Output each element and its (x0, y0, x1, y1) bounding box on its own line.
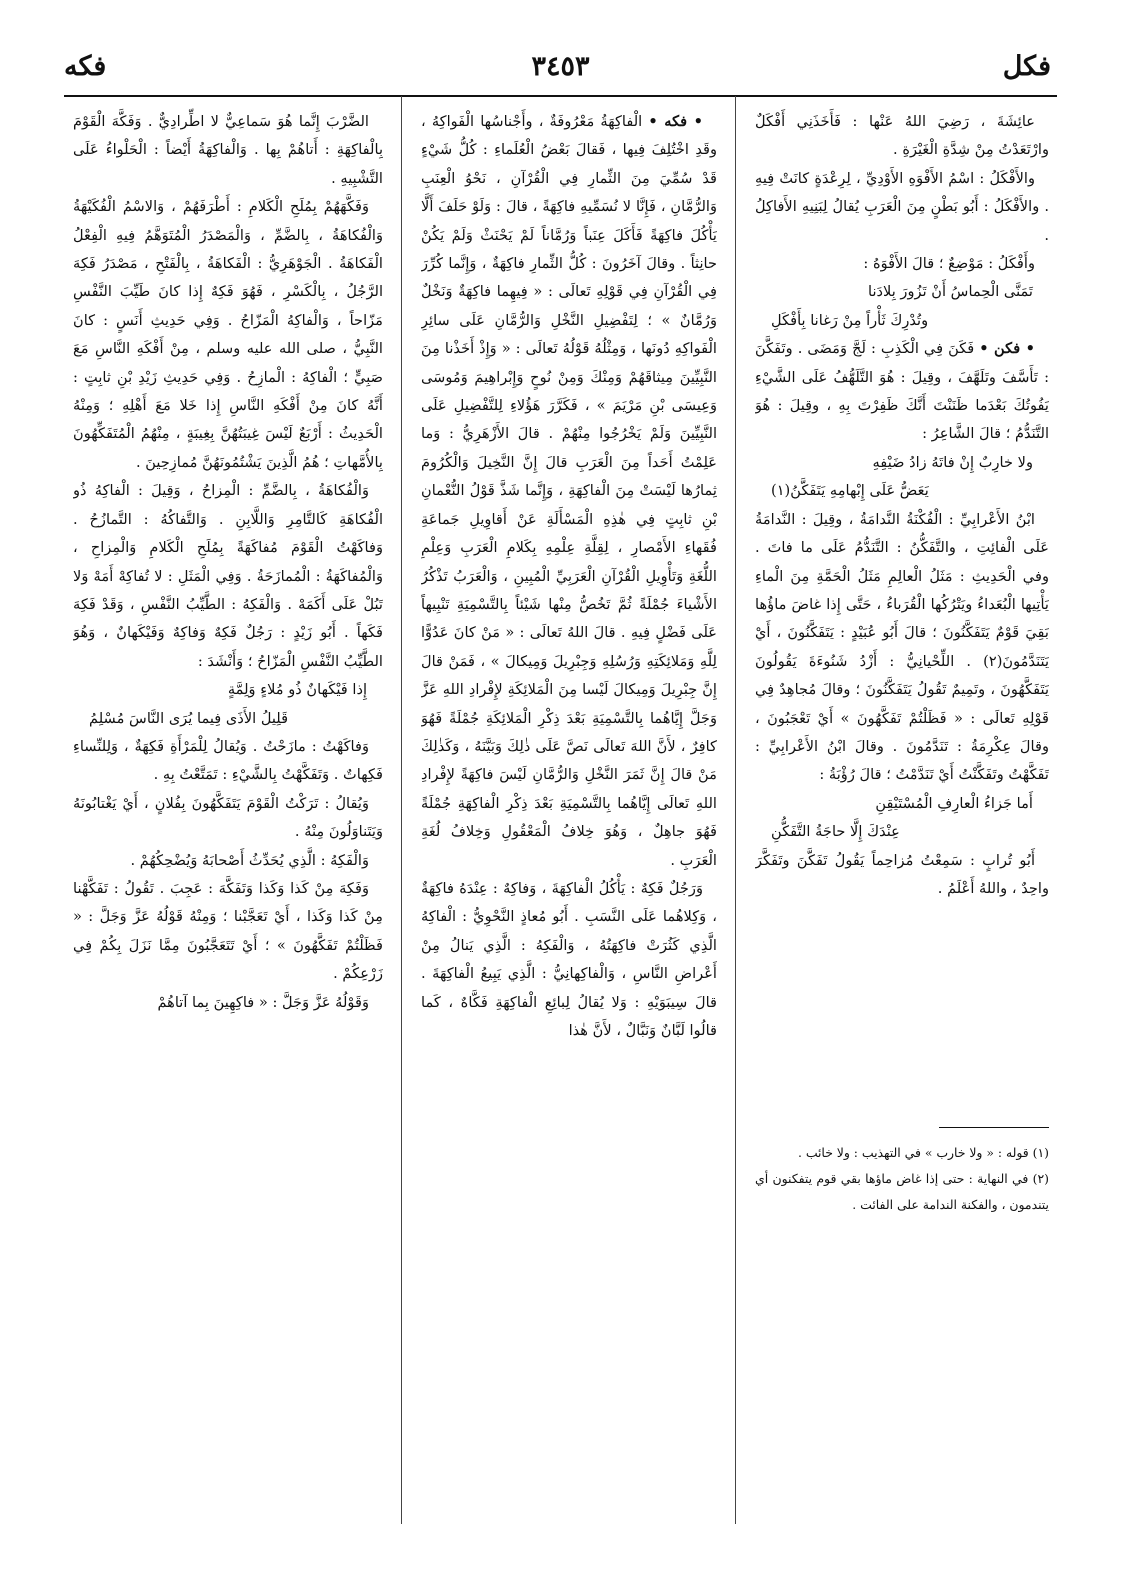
entry-text: ابْنُ الأَعْرابِيِّ : الْفُكْنَةُ النَّدامَةُ ، وقِيلَ : النَّدامَةُ عَلَى الْفائِتِ ، والتَّفَكُّنُ : التَّنَدُّمُ عَلَى ما فاتَ . وفي الْحَدِيثِ : مَثَلُ الْعالِمِ مَثَلُ الْحَمَّةِ مِنَ الْماءِ يَأْتِيها الْبُعَداءُ ويَتْرُكُها الْقُرَباءُ ، حَتَّى إِذا غاضَ ماؤُها بَقِيَ قَوْمٌ يَتَفَكَّنُونَ ؛ قالَ أَبُو عُبَيْدٍ : يَتَفَكَّنُونَ ، أَيْ يَتَنَدَّمُونَ(٢) . اللِّحْيانِيُّ : أَزْدُ شَنُوءَةَ يَقُولُونَ يَتَفَكَّهُونَ ، وتَمِيمٌ تَقُولُ يَتَفَكَّنُونَ ؛ وقالَ مُجاهِدٌ فِي قَوْلِهِ تَعالَى : « فَظَلْتُمْ تَفَكَّهُونَ » أَيْ تَعْجَبُونَ ، وقالَ عِكْرِمَةُ : تَنَدَّمُونَ . وقالَ ابْنُ الأَعْرابِيِّ : تَفَكَّهْتُ وتَفَكَّنْتُ أَيْ تَنَدَّمْتُ ؛ قالَ رُؤْبَةُ : (755, 510, 1049, 784)
entry-paragraph (755, 335, 1049, 449)
entry-text: والأَفْكَلُ : اسْمُ الأَفْوَهِ الأَوْدِيِّ ، لِرِعْدَةٍ كانَتْ فِيهِ . والأَفْكَلُ : أَبُو بَطْنٍ مِنَ الْعَرَبِ يُقالُ لِبَنِيهِ الأَفاكِلُ . (755, 169, 1049, 244)
entry-text: الْفاكِهَةُ مَعْرُوفَةٌ ، وأَجْناسُها الْفَواكِهُ ، وقَدِ اخْتُلِفَ فِيها ، فَقالَ بَعْضُ الْعُلَماءِ : كُلُّ شَيْءٍ قَدْ سُمِّيَ مِنَ الثِّمارِ فِي الْقُرْآنِ ، نَحْوُ الْعِنَبِ وَالرُّمَّانِ ، فَإِنَّا لا نُسَمِّيهِ فاكِهَةً ، قالَ : وَلَوْ حَلَفَ أَلَّا يَأْكُلَ فاكِهَةً فَأَكَلَ عِنَباً وَرُمَّاناً لَمْ يَحْنَثْ وَلَمْ يَكُنْ حانِثاً . وقالَ آخَرُونَ : كُلُّ الثِّمارِ فاكِهَةٌ ، وَإِنَّما كُرِّرَ فِي الْقُرْآنِ فِي قَوْلِهِ تَعالَى : « فِيهِما فاكِهَةٌ وَنَخْلٌ وَرُمَّانٌ » ؛ لِتَفْضِيلِ النَّخْلِ وَالرُّمَّانِ عَلَى سائِرِ الْفَواكِهِ دُونَها ، وَمِثْلُهُ قَوْلُهُ تَعالَى : « وَإِذْ أَخَذْنا مِنَ النَّبِيِّينَ مِيثاقَهُمْ وَمِنْكَ وَمِنْ نُوحٍ وَإِبْراهِيمَ وَمُوسَى وَعِيسَى بْنِ مَرْيَمَ » ، فَكَرَّرَ هَؤُلاءِ لِلتَّفْضِيلِ عَلَى النَّبِيِّينَ وَلَمْ يَخْرُجُوا مِنْهُمْ . قالَ الأَزْهَرِيُّ : وَما عَلِمْتُ أَحَداً مِنَ الْعَرَبِ قالَ إِنَّ النَّخِيلَ وَالْكُرُومَ ثِمارُها لَيْسَتْ مِنَ الْفاكِهَةِ ، وَإِنَّما شَذَّ قَوْلُ النُّعْمانِ بْنِ ثابِتٍ فِي هٰذِهِ الْمَسْأَلَةِ عَنْ أَقاوِيلِ جَماعَةِ فُقَهاءِ الأَمْصارِ ، لِقِلَّةِ عِلْمِهِ بِكَلامِ الْعَرَبِ وَعِلْمِ اللُّغَةِ وَتَأْوِيلِ الْقُرْآنِ الْعَرَبِيِّ الْمُبِينِ ، وَالْعَرَبُ تَذْكُرُ الأَشْياءَ جُمْلَةً ثُمَّ تَخُصُّ مِنْها شَيْئاً بِالتَّسْمِيَةِ تَنْبِيهاً عَلَى فَضْلٍ فِيهِ . قالَ اللهُ تَعالَى : « مَنْ كانَ عَدُوًّا لِلَّهِ وَمَلائِكَتِهِ وَرُسُلِهِ وَجِبْرِيلَ وَمِيكالَ » ، فَمَنْ قالَ إِنَّ جِبْرِيلَ وَمِيكالَ لَيْسا مِنَ الْمَلائِكَةِ لإِفْرادِ اللهِ عَزَّ وَجَلَّ إِيَّاهُما بِالتَّسْمِيَةِ بَعْدَ ذِكْرِ الْمَلائِكَةِ جُمْلَةً فَهُوَ كافِرٌ ، لأَنَّ اللهَ تَعالَى نَصَّ عَلَى ذٰلِكَ وَبَيَّنَهُ ، وَكَذٰلِكَ مَنْ قالَ إِنَّ ثَمَرَ النَّخْلِ وَالرُّمَّانِ لَيْسَ فاكِهَةً لإِفْرادِ اللهِ تَعالَى إِيَّاهُما بِالتَّسْمِيَةِ بَعْدَ ذِكْرِ الْفاكِهَةِ جُمْلَةً فَهُوَ جاهِلٌ ، وَهُوَ خِلافُ الْمَعْقُولِ وَخِلافُ لُغَةِ الْعَرَبِ . (421, 113, 717, 869)
entry-paragraph (421, 875, 717, 1045)
entry-paragraph (73, 989, 383, 1017)
column-right (755, 108, 1049, 1108)
entry-paragraph (73, 790, 383, 847)
entry-text: الضَّرْبَ إِنَّما هُوَ سَماعِيٌّ لا اطِّرادِيٌّ . وَفَكَّهَ الْقَوْمَ بِالْفاكِهَةِ : أَتاهُمْ بِها . وَالْفاكِهَةُ أَيْضاً : الْحَلْواءُ عَلَى التَّشْبِيهِ . (73, 113, 383, 187)
page-number: ٣٤٥٣ (531, 51, 590, 82)
verse-line (755, 307, 1049, 335)
entry-paragraph (421, 108, 717, 875)
entry-paragraph (73, 847, 383, 875)
entry-paragraph (73, 875, 383, 989)
entry-text: وَرَجُلٌ فَكِهٌ : يَأْكُلُ الْفاكِهَةَ ، وَفاكِهٌ : عِنْدَهُ فاكِهَةٌ ، وَكِلاهُما عَلَى النَّسَبِ . أَبُو مُعاذٍ النَّحْوِيُّ : الْفاكِهُ الَّذِي كَثُرَتْ فاكِهَتُهُ ، وَالْفَكِهُ : الَّذِي يَنالُ مِنْ أَعْراضِ النَّاسِ ، وَالْفاكِهانِيُّ : الَّذِي يَبِيعُ الْفاكِهَةَ . قالَ سِيبَوَيْهِ : وَلا يُقالُ لِبائِعِ الْفاكِهَةِ فَكَّاهٌ ، كَما قالُوا لَبَّانٌ وَنَبَّالٌ ، لأَنَّ هٰذا (421, 879, 717, 1039)
verse-line (73, 676, 383, 704)
entry-text: أَما جَزاءُ الْعارِفِ الْمُسْتَيْقِنِ (875, 794, 1033, 812)
entry-paragraph (755, 847, 1049, 904)
headword: • فكن • (979, 340, 1035, 358)
entry-text: أَبُو تُرابٍ : سَمِعْتُ مُزاحِماً يَقُولُ تَفَكَّنَ وتَفَكَّرَ واحِدٌ ، واللهُ أَعْلَمُ . (755, 851, 1049, 897)
entry-text: يَعَضُّ عَلَى إِبْهامِهِ يَتَفَكَّنُ(١) (771, 482, 929, 500)
entry-text: تَمَنَّى الْحِماسُ أَنْ تَزُورَ بِلادَنا (868, 283, 1033, 301)
entry-text: عائِشَةَ ، رَضِيَ اللهُ عَنْها : فَأَخَذَنِي أَفْكَلٌ وارْتَعَدْتُ مِنْ شِدَّةِ الْغَيْرَةِ . (755, 113, 1049, 159)
entry-paragraph (755, 506, 1049, 790)
entry-text: وَفَكِهَ مِنْ كَذا وَكَذا وَتَفَكَّهَ : عَجِبَ . تَقُولُ : تَفَكَّهْنا مِنْ كَذا وَكَذا ، أَيْ تَعَجَّبْنا ؛ وَمِنْهُ قَوْلُهُ عَزَّ وَجَلَّ : « فَظَلْتُمْ تَفَكَّهُونَ » ؛ أَيْ تَتَعَجَّبُونَ مِمَّا نَزَلَ بِكُمْ فِي زَرْعِكُمْ . (73, 879, 383, 983)
column-middle (421, 108, 717, 1548)
entry-text: وَفَكَّهَهُمْ بِمُلَحِ الْكَلامِ : أَطْرَفَهُمْ ، وَالاسْمُ الْفُكَيْهَةُ وَالْفُكاهَةُ ، بِالضَّمِّ ، وَالْمَصْدَرُ الْمُتَوَهَّمُ فِيهِ الْفِعْلُ الْفَكاهَةُ . الْجَوْهَرِيُّ : الْفَكاهَةُ ، بِالْفَتْحِ ، مَصْدَرُ فَكِهَ الرَّجُلُ ، بِالْكَسْرِ ، فَهُوَ فَكِهٌ إِذا كانَ طَيِّبَ النَّفْسِ مَزّاحاً ، وَالْفاكِهُ الْمَزّاحُ . وَفِي حَدِيثِ أَنَسٍ : كانَ النَّبِيُّ ، صلى الله عليه وسلم ، مِنْ أَفْكَهِ النَّاسِ مَعَ صَبِيٍّ ؛ الْفاكِهُ : الْمازِحُ . وَفِي حَدِيثِ زَيْدِ بْنِ ثابِتٍ : أَنَّهُ كانَ مِنْ أَفْكَهِ النَّاسِ إِذا خَلا مَعَ أَهْلِهِ ؛ وَمِنْهُ الْحَدِيثُ : أَرْبَعٌ لَيْسَ غِيبَتُهُنَّ بِغِيبَةٍ ، مِنْهُمُ الْمُتَفَكِّهُونَ بِالأُمَّهاتِ ؛ هُمُ الَّذِينَ يَشْتُمُونَهُنَّ مُمازِحِينَ . (73, 198, 383, 471)
column-divider (735, 96, 736, 1524)
entry-text: عِنْدَكَ إِلَّا حاجَةُ التَّفَكُّنِ (771, 823, 900, 841)
entry-paragraph (73, 193, 383, 477)
column-divider (401, 96, 402, 1524)
entry-text: فَكَنَ فِي الْكَذِبِ : لَجَّ وَمَضَى . وتَفَكَّنَ : تَأَسَّفَ وتَلَهَّفَ ، وقِيلَ : هُوَ التَّلَهُّفُ عَلَى الشَّيْءِ يَفُوتُكَ بَعْدَما ظَنَنْتَ أَنَّكَ ظَفِرْتَ بِهِ ، وقِيلَ : هُوَ التَّنَدُّمُ ؛ قالَ الشَّاعِرُ : (755, 340, 1049, 443)
entry-text: وَالْفُكاهَةُ ، بِالضَّمِّ : الْمِزاحُ ، وَقِيلَ : الْفاكِهُ ذُو الْفُكاهَةِ كَالتَّامِرِ وَاللَّابِنِ . وَالتَّفاكُهُ : التَّمازُحُ . وَفاكَهْتُ الْقَوْمَ مُفاكَهَةً بِمُلَحِ الْكَلامِ وَالْمِزاحِ ، وَالْمُفاكَهَةُ : الْمُمازَحَةُ . وَفِي الْمَثَلِ : لا تُفاكِهْ أَمَهْ وَلا تَبُلْ عَلَى أَكَمَهْ . وَالْفَكِهُ : الطَّيِّبُ النَّفْسِ ، وَقَدْ فَكِهَ فَكَهاً . أَبُو زَيْدٍ : رَجُلٌ فَكِهٌ وَفاكِهٌ وَفَيْكَهانٌ ، وَهُوَ الطَّيِّبُ النَّفْسِ الْمَزّاحُ ؛ وَأَنْشَدَ : (73, 482, 383, 670)
footnote: (١) قوله : « ولا خارب » في التهذيب : ولا خائب . (797, 1145, 1049, 1160)
entry-paragraph (73, 477, 383, 676)
verse-line (755, 449, 1049, 477)
running-head-right: فكل (1002, 51, 1051, 82)
verse-line (755, 790, 1049, 818)
entry-text: إِذا فَيْكَهانٌ ذُو مُلاءٍ وَلِمَّةٍ (227, 681, 367, 699)
running-head-left: فكه (64, 51, 107, 82)
headword: • فكه • (648, 113, 703, 130)
entry-text: وأَفْكَلُ : مَوْضِعٌ ؛ قالَ الأَفْوَهُ : (863, 255, 1035, 273)
entry-paragraph (73, 108, 383, 193)
entry-text: وَيُقالُ : تَرَكْتُ الْقَوْمَ يَتَفَكَّهُونَ بِفُلانٍ ، أَيْ يَغْتابُونَهُ وَيَتَناوَلُونَ مِنْهُ . (73, 794, 383, 841)
entry-paragraph (755, 165, 1049, 250)
entry-text: وتُدْرِكَ ثَأْراً مِنْ رَغانا بِأَفْكَلِ (771, 311, 929, 329)
footnotes (755, 1140, 1049, 1218)
entry-paragraph (73, 733, 383, 790)
column-left (73, 108, 383, 1548)
entry-paragraph (755, 108, 1049, 165)
verse-line (755, 278, 1049, 306)
entry-text: وَفاكَهْتُ : مازَحْتُ . وَيُقالُ لِلْمَرْأَةِ فَكِهَةٌ ، وَلِلنِّساءِ فَكِهاتٌ . وَتَفَكَّهْتُ بِالشَّيْءِ : تَمَتَّعْتُ بِهِ . (73, 737, 383, 784)
entry-text: ولا خارِبٌ إِنْ فاتَهُ زادُ ضَيْفِهِ (872, 453, 1033, 471)
entry-text: قَلِيلُ الأَذَى فِيما يُرَى النَّاسَ مُسْلِمُ (89, 709, 289, 727)
verse-line (73, 705, 383, 733)
verse-line (755, 818, 1049, 846)
footnote: (٢) في النهاية : حتى إذا غاض ماؤها بقي قوم يتفكنون أي يتندمون ، والفكنة الندامة على الفائت . (755, 1171, 1049, 1212)
entry-paragraph (755, 250, 1049, 278)
entry-text: وَقَوْلُهُ عَزَّ وَجَلَّ : « فاكِهِينَ بِما آتاهُمْ (157, 993, 369, 1011)
header-rule (64, 95, 1057, 97)
entry-text: وَالْفَكِهُ : الَّذِي يُحَدِّثُ أَصْحابَهُ وَيُضْحِكُهُمْ . (130, 851, 369, 869)
verse-line (755, 477, 1049, 505)
footnote-rule (939, 1127, 1049, 1128)
